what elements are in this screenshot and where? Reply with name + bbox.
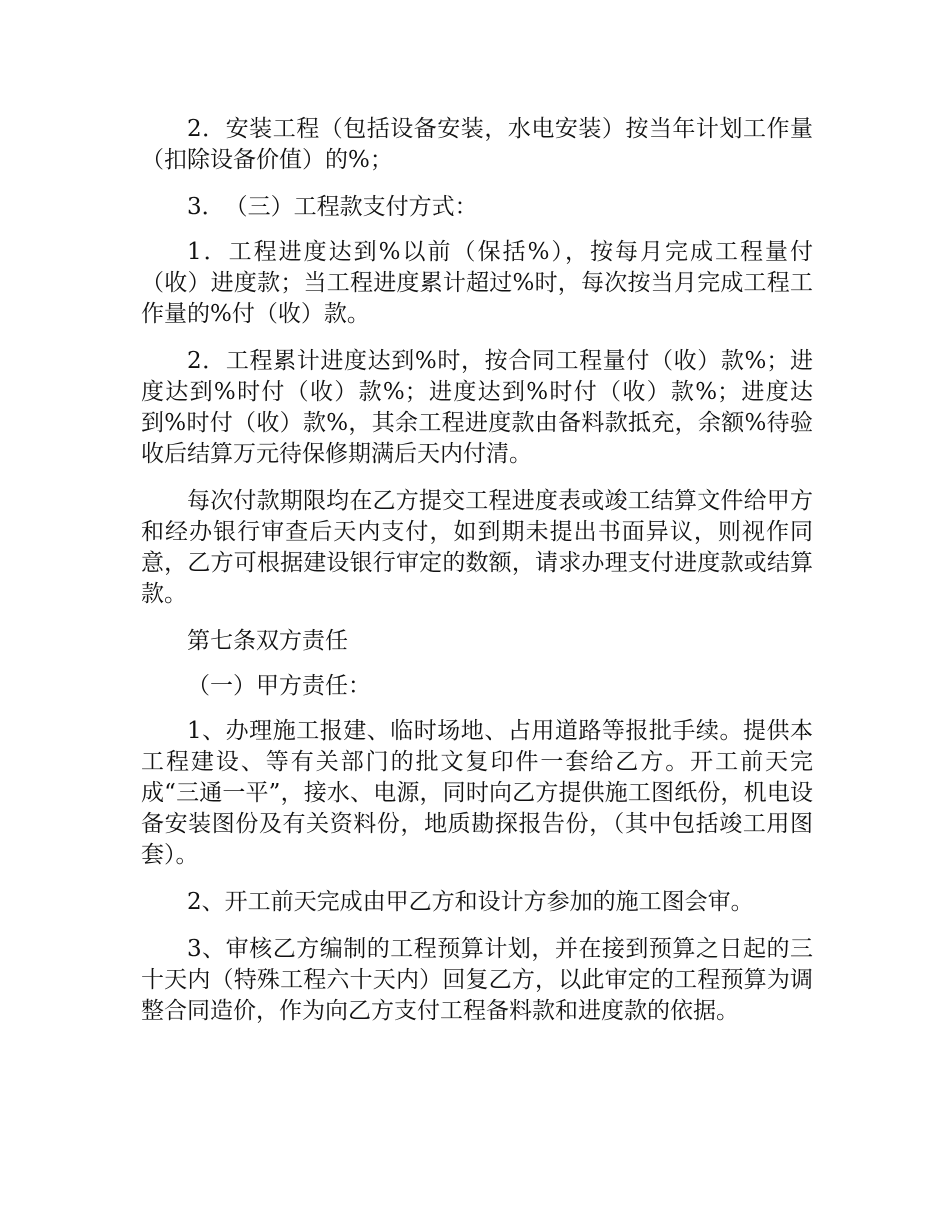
paragraph-party-a-responsibility-heading: （一）甲方责任： bbox=[187, 673, 371, 699]
paragraph-cumulative-progress-payment: 2．工程累计进度达到%时，按合同工程量付（收）款%；进度达到%时付（收）款%；进度达到%时付（收）款%；进度达到%时付（收）款%，其余工程进度款由备料款抵充，余额%待验收后结算万元待保修期满后天内付清。 bbox=[141, 348, 813, 467]
paragraph-party-a-duty-2: 2、开工前天完成由甲乙方和设计方参加的施工图会审。 bbox=[187, 889, 754, 915]
paragraph-installation-work: 2．安装工程（包括设备安装，水电安装）按当年计划工作量（扣除设备价值）的%； bbox=[141, 116, 813, 173]
paragraph-party-a-duty-1: 1、办理施工报建、临时场地、占用道路等报批手续。提供本工程建设、等有关部门的批文复印件一套给乙方。开工前天完成“三通一平”，接水、电源，同时向乙方提供施工图纸份，机电设备安装图份及有关资料份，地质勘探报告份，（其中包括竣工用图套）。 bbox=[141, 718, 813, 868]
paragraph-payment-method-heading: 3． （三）工程款支付方式： bbox=[187, 194, 478, 220]
paragraph-payment-deadline: 每次付款期限均在乙方提交工程进度表或竣工结算文件给甲方和经办银行审查后天内支付，如到期未提出书面异议，则视作同意，乙方可根据建设银行审定的数额，请求办理支付进度款或结算款。 bbox=[141, 488, 813, 607]
document-body bbox=[141, 114, 813, 1043]
paragraph-party-a-duty-3: 3、审核乙方编制的工程预算计划，并在接到预算之日起的三十天内（特殊工程六十天内）回复乙方，以此审定的工程预算为调整合同造价，作为向乙方支付工程备料款和进度款的依据。 bbox=[141, 936, 813, 1024]
paragraph-article-seven-heading: 第七条双方责任 bbox=[187, 628, 348, 654]
paragraph-monthly-progress-payment: 1．工程进度达到%以前（保括%），按每月完成工程量付（收）进度款；当工程进度累计超过%时，每次按当月完成工程工作量的%付（收）款。 bbox=[141, 239, 813, 327]
